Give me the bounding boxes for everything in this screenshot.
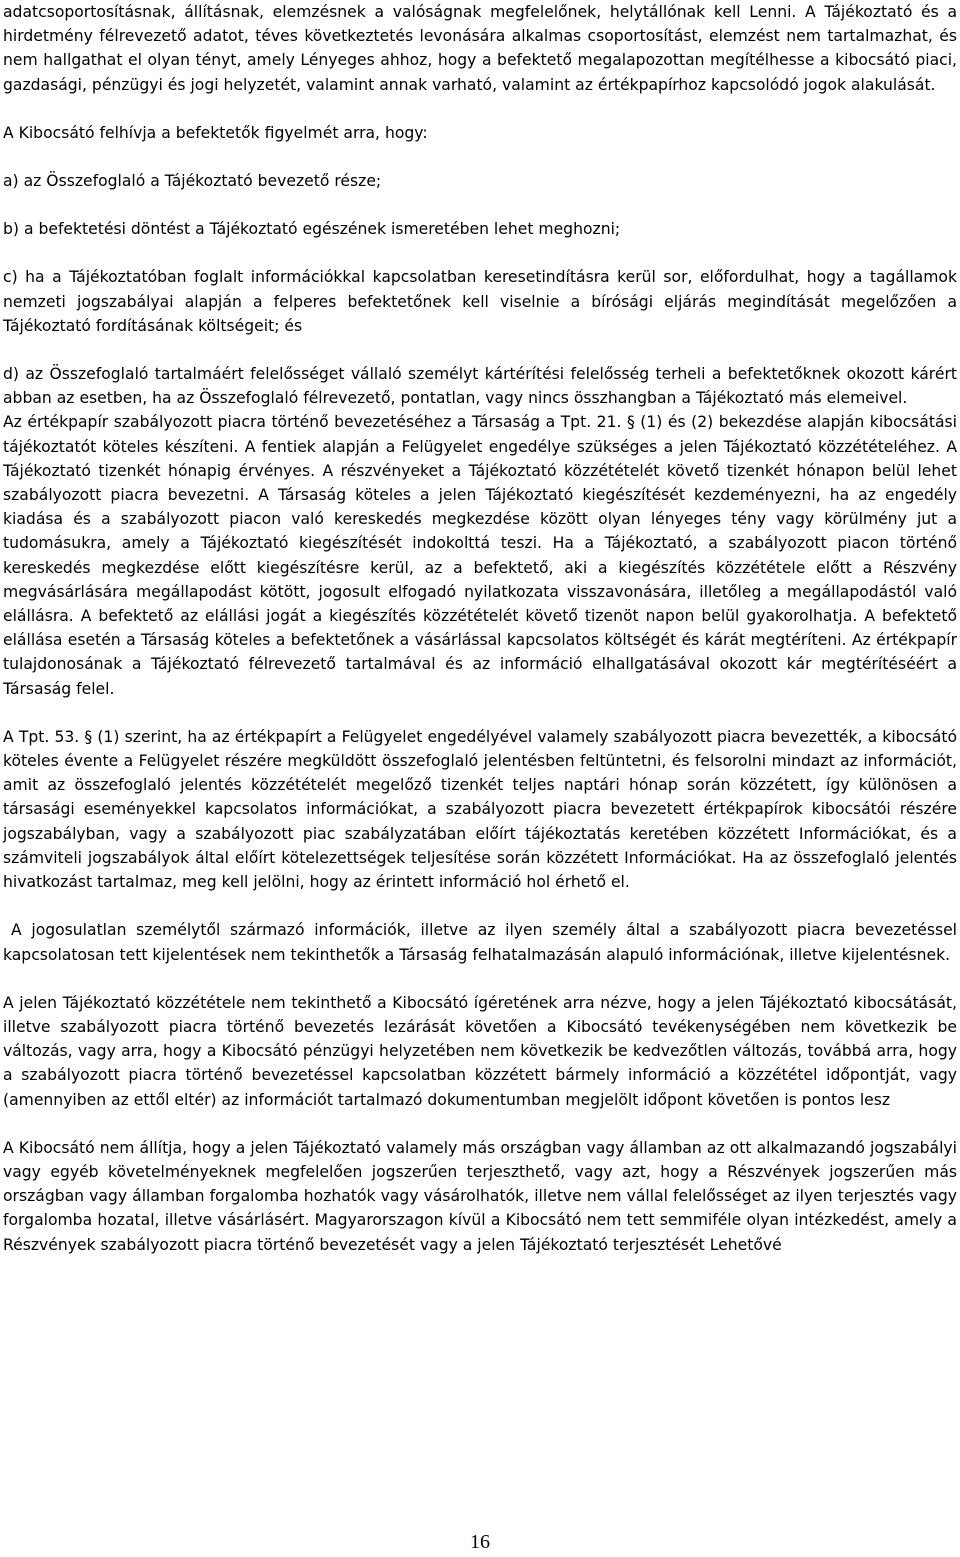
list-item-c: c) ha a Tájékoztatóban foglalt információkkal kapcsolatban keresetindításra kerül sor, előfordulhat, hogy a tagállamok nemzeti jogszabályai alapján a felperes befektetőnek kell viselnie a bírósági eljárás megindítását megelőzően a Tájékoztató fordításának költségeit; és [3, 268, 957, 335]
page-number: 16 [470, 1531, 490, 1553]
paragraph-distribution-restrictions: A Kibocsátó nem állítja, hogy a jelen Tájékoztató valamely más országban vagy államban az ott alkalmazandó jogszabályi vagy egyéb követelményeknek megfelelően jogszerűen terjeszthető, vagy azt, hogy a Részvények jogszerűen más országban vagy államban forgalomba hozhatók vagy vásárolhatók, illetve nem vállal felelősséget az ilyen terjesztés vagy forgalomba hozatal, illetve vásárlásért. Magyarorszagon kívül a Kibocsátó nem tett semmiféle olyan intézkedést, amely a Részvények szabályozott piacra történő bevezetését vagy a jelen Tájékoztató terjesztését Lehetővé [3, 1138, 957, 1254]
paragraph-unauthorized-information: A jogosulatlan személytől származó információk, illetve az ilyen személy által a szabályozott piacra bevezetéssel kapcsolatosan tett kijelentések nem tekinthetők a Társaság felhatalmazásán alapuló információnak, illetve kijelentésnek. [3, 921, 957, 964]
paragraph-tpt-53: A Tpt. 53. § (1) szerint, ha az értékpapírt a Felügyelet engedélyével valamely szabályozott piacra bevezették, a kibocsátó köteles évente a Felügyelet részére megküldött összefoglaló jelentésben feltüntetni, és felsorolni mindazt az információt, amit az összefoglaló jelentés közzétételét megelőző tizenkét teljes naptári hónap során közzétett, így különösen a társasági eseményekkel kapcsolatos információkat, a szabályozott piacra bevezetett értékpapírok kibocsátói részére jogszabályban, vagy a szabályozott piac szabályzatában előírt tájékoztatás keretében közzétett Információkat, és a számviteli jogszabályok által előírt kötelezettségek teljesítése során közzétett Információkat. Ha az összefoglaló jelentés hivatkozást tartalmaz, meg kell jelölni, hogy az érintett információ hol érhető el. [3, 727, 957, 892]
list-item-d: d) az Összefoglaló tartalmáért felelősséget vállaló személyt kártérítési felelősség terheli a befektetőknek okozott kárért abban az esetben, ha az Összefoglaló félrevezető, pontatlan, vagy nincs összhangban a Tájékoztató más elemeivel. [3, 365, 957, 408]
list-item-b: b) a befektetési döntést a Tájékoztató egészének ismeretében lehet meghozni; [3, 220, 621, 239]
list-item-a: a) az Összefoglaló a Tájékoztató bevezető része; [3, 172, 382, 191]
paragraph-listing-requirements: Az értékpapír szabályozott piacra történő bevezetéséhez a Társaság a Tpt. 21. § (1) és (2) bekezdése alapján kibocsátási tájékoztatót köteles készíteni. A fentiek alapján a Felügyelet engedélye szükséges a jelen Tájékoztató közzétételéhez. A Tájékoztató tizenkét hónapig érvényes. A részvényeket a Tájékoztató közzétételét követő tizenkét hónapon belül lehet szabályozott piacra bevezetni. A Társaság köteles a jelen Tájékoztató kiegészítését kezdeményezni, ha az engedély kiadása és a szabályozott piacon való kereskedés megkezdése között olyan lényeges tény vagy körülmény jut a tudomásukra, amely a Tájékoztató kiegészítését indokolttá teszi. Ha a Tájékoztató, a szabályozott piacon történő kereskedés megkezdése előtt kiegészítésre kerül, az a befektető, aki a kiegészítés közzététele előtt a Részvény megvásárlására megállapodást kötött, jogosult elfogadó nyilatkozata visszavonására, illetőleg a megállapodástól való elállásra. A befektető az elállási jogát a kiegészítés közzétételét követő tizenöt napon belül gyakorolhatja. A befektető elállása esetén a Társaság köteles a befektetőnek a vásárlással kapcsolatos költségét és kárát megtéríteni. Az értékpapír tulajdonosának a Tájékoztató félrevezető tartalmával és az információ elhallgatásával okozott kár megtérítéséért a Társaság felel. [3, 413, 957, 698]
paragraph-issuer-notice-intro: A Kibocsátó felhívja a befektetők figyelmét arra, hogy: [3, 123, 428, 142]
paragraph-no-promise: A jelen Tájékoztató közzététele nem tekinthető a Kibocsátó ígéretének arra nézve, hogy a jelen Tájékoztató kibocsátását, illetve szabályozott piacra történő bevezetés lezárását követően a Kibocsátó tevékenységében nem következik be változás, vagy arra, hogy a Kibocsátó pénzügyi helyzetében nem következik be kedvezőtlen változás, továbbá arra, hogy a szabályozott piacra történő bevezetéssel kapcsolatban közzétett bármely információ a közzététel időpontját, vagy (amennyiben az ettől eltér) az információt tartalmazó dokumentumban megjelölt időpont követően is pontos lesz [3, 993, 957, 1109]
document-page [3, 0, 957, 1257]
paragraph-prospectus-accuracy: adatcsoportosításnak, állításnak, elemzésnek a valóságnak megfelelőnek, helytállónak kell Lenni. A Tájékoztató és a hirdetmény félrevezető adatot, téves következtetés levonására alkalmas csoportosítást, elemzést nem tartalmazhat, és nem hallgathat el olyan tényt, amely Lényeges ahhoz, hogy a befektető megalapozottan megítélhesse a kibocsátó piaci, gazdasági, pénzügyi és jogi helyzetét, valamint annak varható, valamint az értékpapírhoz kapcsolódó jogok alakulását. [3, 3, 957, 94]
